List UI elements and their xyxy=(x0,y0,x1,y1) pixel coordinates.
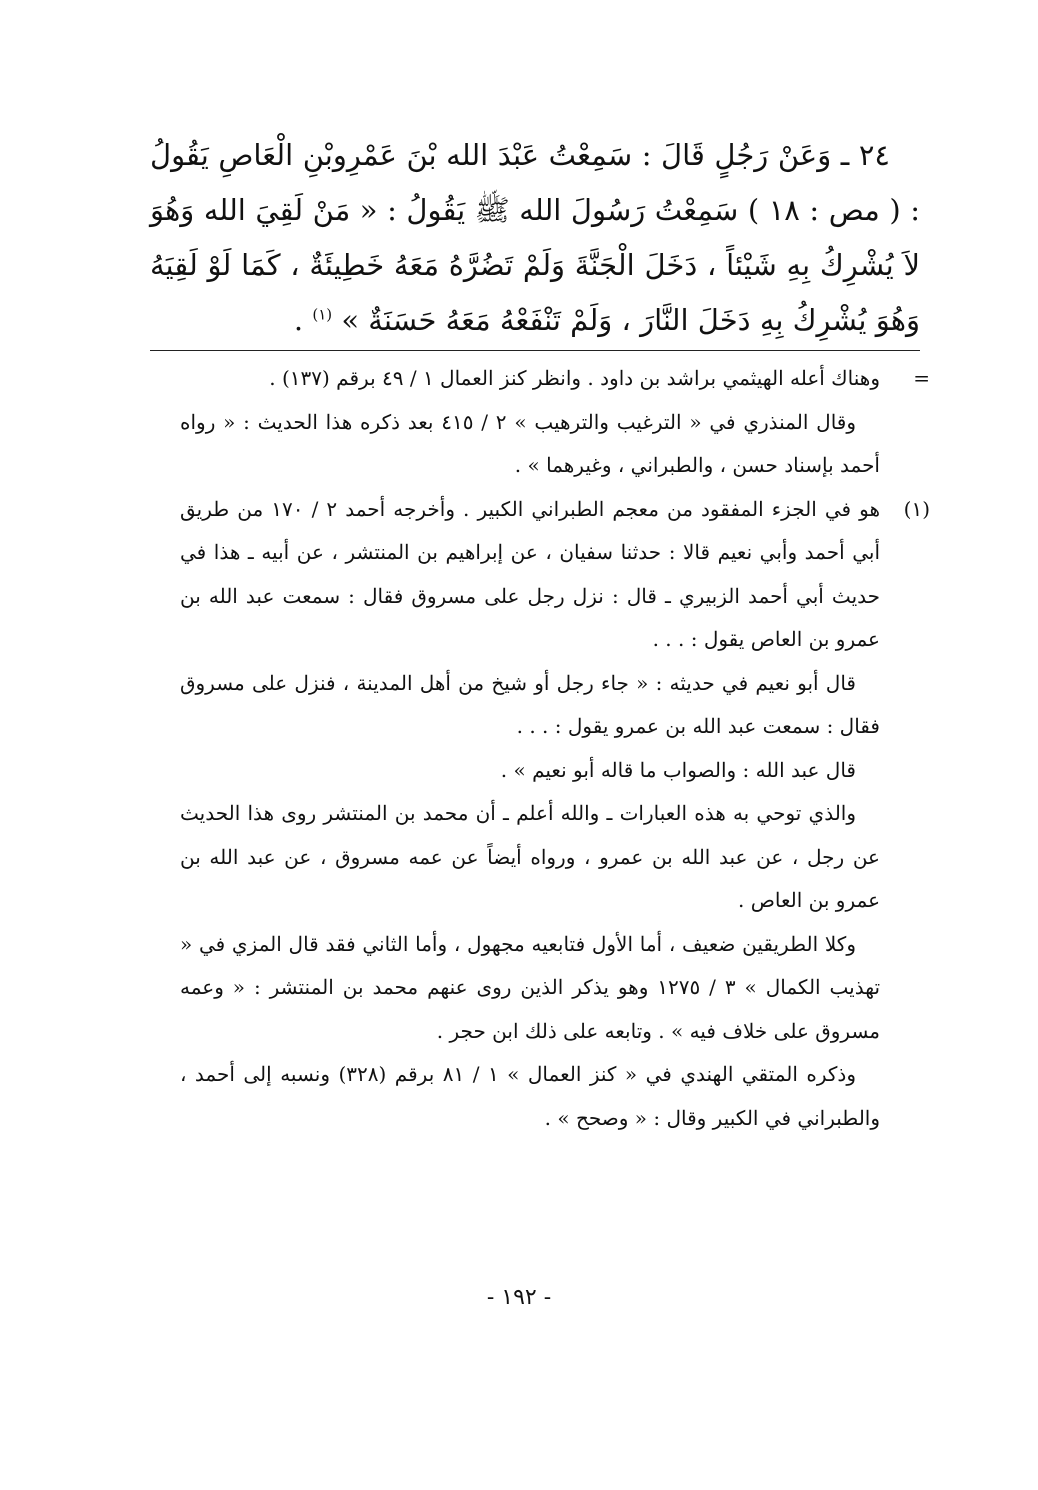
note-dhakarahu: وذكره المتقي الهندي في « كنز العمال » ١ / ٨١ برقم (٣٢٨) ونسبه إلى أحمد ، والطبراني في الكبير وقال : « وصحح » . xyxy=(180,1062,880,1130)
footnote-1 xyxy=(180,488,930,662)
note-alladhi: والذي توحي به هذه العبارات ـ والله أعلم ـ أن محمد بن المنتشر روى هذا الحديث عن رجل ، عن عبد الله بن عمرو ، ورواه أيضاً عن عمه مسروق ، عن عبد الله بن عمرو بن العاص . xyxy=(180,801,880,912)
main-text xyxy=(150,128,920,348)
continuation-marker: = xyxy=(913,366,930,390)
footnotes-section xyxy=(180,357,930,1140)
footnote-divider xyxy=(150,350,920,351)
footnote-1-text: هو في الجزء المفقود من معجم الطبراني الكبير . وأخرجه أحمد ٢ / ١٧٠ من طريق أبي أحمد وأبي نعيم قالا : حدثنا سفيان ، عن إبراهيم بن المنتشر ، عن أبيه ـ هذا في حديث أبي أحمد الزبيري ـ قال : نزل رجل على مسروق فقال : سمعت عبد الله بن عمرو بن العاص يقول : . . . xyxy=(180,496,880,651)
continuation-note xyxy=(180,357,930,401)
footnote-1-marker: (١) xyxy=(903,496,930,521)
hadith-paragraph xyxy=(150,128,920,348)
note-abdullah: قال عبد الله : والصواب ما قاله أبو نعيم » . xyxy=(500,757,856,782)
hadith-end-mark: . xyxy=(293,303,313,337)
continuation-text: وهناك أعله الهيثمي براشد بن داود . وانظر كنز العمال ١ / ٤٩ برقم (١٣٧) . xyxy=(269,366,880,390)
note-abu-nuaym: قال أبو نعيم في حديثه : « جاء رجل أو شيخ من أهل المدينة ، فنزل على مسروق فقال : سمعت عبد الله بن عمرو يقول : . . . xyxy=(180,670,880,738)
hadith-text: ٢٤ ـ وَعَنْ رَجُلٍ قَالَ : سَمِعْتُ عَبْدَ الله بْنَ عَمْرِوبْنِ الْعَاصِ يَقُولُ : ( مص : ١٨ ) سَمِعْتُ رَسُولَ الله ﷺ يَقُولُ : « مَنْ لَقِيَ الله وَهُوَ لاَ يُشْرِكُ بِهِ شَيْئاً ، دَخَلَ الْجَنَّةَ وَلَمْ تَضُرَّهُ مَعَهُ خَطِيئَةٌ ، كَمَا لَوْ لَقِيَهُ وَهُوَ يُشْرِكُ بِهِ دَخَلَ النَّارَ ، وَلَمْ تَنْفَعْهُ مَعَهُ حَسَنَةٌ » xyxy=(150,138,920,337)
page-number: - ١٩٢ - xyxy=(486,1285,552,1310)
note-kila: وكلا الطريقين ضعيف ، أما الأول فتابعيه مجهول ، وأما الثاني فقد قال المزي في « تهذيب الكمال » ٣ / ١٢٧٥ وهو يذكر الذين روى عنهم محمد بن المنتشر : « وعمه مسروق على خلاف فيه » . وتابعه على ذلك ابن حجر . xyxy=(180,931,881,1043)
footnote-reference: (١) xyxy=(312,305,333,324)
note-mundhiri: وقال المنذري في « الترغيب والترهيب » ٢ / ٤١٥ بعد ذكره هذا الحديث : « رواه أحمد بإسناد حسن ، والطبراني ، وغيرهما » . xyxy=(180,409,880,477)
